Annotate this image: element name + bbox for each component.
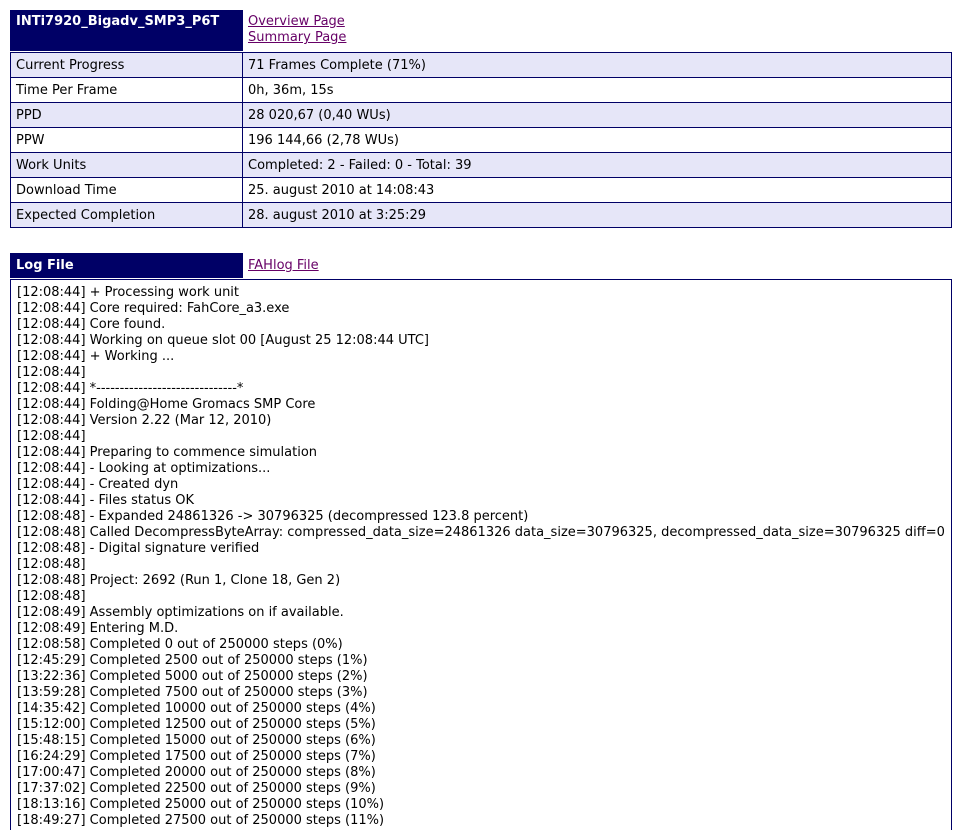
table-row (11, 203, 952, 228)
log-line: [12:08:48] - Digital signature verified (17, 541, 260, 556)
log-line: [12:08:44] Preparing to commence simulation (17, 445, 318, 460)
expected-completion-label: Expected Completion (11, 203, 243, 228)
table-row (11, 53, 952, 78)
log-line: [12:08:44] (17, 365, 86, 380)
table-row (11, 128, 952, 153)
overview-page-link[interactable]: Overview Page (248, 14, 345, 29)
time-per-frame-value: 0h, 36m, 15s (243, 78, 952, 103)
log-line: [14:35:42] Completed 10000 out of 250000 steps (4%) (17, 701, 376, 716)
log-line: [12:08:44] + Working ... (17, 349, 175, 364)
table-row (11, 178, 952, 203)
log-line: [12:08:44] - Created dyn (17, 477, 179, 492)
log-line: [12:08:44] Folding@Home Gromacs SMP Core (17, 397, 316, 412)
log-line: [12:08:44] - Looking at optimizations... (17, 461, 271, 476)
expected-completion-value: 28. august 2010 at 3:25:29 (243, 203, 952, 228)
log-line: [13:22:36] Completed 5000 out of 250000 steps (2%) (17, 669, 368, 684)
ppw-label: PPW (11, 128, 243, 153)
ppd-value: 28 020,67 (0,40 WUs) (243, 103, 952, 128)
client-name-header: INTi7920_Bigadv_SMP3_P6T (10, 10, 243, 51)
log-line: [12:08:58] Completed 0 out of 250000 steps (0%) (17, 637, 343, 652)
log-line: [18:13:16] Completed 25000 out of 250000 steps (10%) (17, 797, 385, 812)
log-line: [12:08:44] Core found. (17, 317, 166, 332)
log-content-box[interactable] (10, 279, 952, 830)
log-line: [12:08:49] Entering M.D. (17, 621, 179, 636)
log-line: [12:08:44] (17, 429, 86, 444)
log-line: [15:12:00] Completed 12500 out of 250000 steps (5%) (17, 717, 376, 732)
time-per-frame-label: Time Per Frame (11, 78, 243, 103)
log-line: [17:37:02] Completed 22500 out of 250000 steps (9%) (17, 781, 376, 796)
fahlog-file-link[interactable]: FAHlog File (248, 258, 319, 273)
log-line: [13:59:28] Completed 7500 out of 250000 steps (3%) (17, 685, 368, 700)
table-row (11, 103, 952, 128)
header-links (248, 14, 346, 46)
ppw-value: 196 144,66 (2,78 WUs) (243, 128, 952, 153)
log-line: [17:00:47] Completed 20000 out of 250000 steps (8%) (17, 765, 376, 780)
summary-page-link[interactable]: Summary Page (248, 30, 347, 45)
current-progress-value: 71 Frames Complete (71%) (243, 53, 952, 78)
log-line: [12:08:48] Called DecompressByteArray: compressed_data_size=24861326 data_size=30796325, decompressed_data_size=30796325 diff=0 (17, 525, 945, 540)
download-time-value: 25. august 2010 at 14:08:43 (243, 178, 952, 203)
table-row (11, 153, 952, 178)
log-line: [12:08:48] - Expanded 24861326 -> 30796325 (decompressed 123.8 percent) (17, 509, 529, 524)
log-line: [18:49:27] Completed 27500 out of 250000 steps (11%) (17, 813, 385, 828)
log-link-container (248, 258, 319, 273)
log-line: [12:08:48] Project: 2692 (Run 1, Clone 18, Gen 2) (17, 573, 341, 588)
log-line: [15:48:15] Completed 15000 out of 250000 steps (6%) (17, 733, 376, 748)
ppd-label: PPD (11, 103, 243, 128)
current-progress-label: Current Progress (11, 53, 243, 78)
log-line: [12:08:48] (17, 557, 86, 572)
log-file-header: Log File (10, 253, 243, 278)
log-line: [12:08:44] Version 2.22 (Mar 12, 2010) (17, 413, 272, 428)
log-line: [12:45:29] Completed 2500 out of 250000 steps (1%) (17, 653, 368, 668)
log-line: [12:08:49] Assembly optimizations on if available. (17, 605, 344, 620)
log-line: [12:08:44] + Processing work unit (17, 285, 240, 300)
log-line: [16:24:29] Completed 17500 out of 250000 steps (7%) (17, 749, 376, 764)
log-line: [12:08:44] *------------------------------* (17, 381, 244, 396)
table-row (11, 78, 952, 103)
work-units-value: Completed: 2 - Failed: 0 - Total: 39 (243, 153, 952, 178)
log-line: [12:08:44] Working on queue slot 00 [August 25 12:08:44 UTC] (17, 333, 429, 348)
log-line: [12:08:44] Core required: FahCore_a3.exe (17, 301, 290, 316)
log-line: [12:08:48] (17, 589, 86, 604)
work-units-label: Work Units (11, 153, 243, 178)
download-time-label: Download Time (11, 178, 243, 203)
client-info-table (10, 52, 952, 228)
log-line: [12:08:44] - Files status OK (17, 493, 194, 508)
